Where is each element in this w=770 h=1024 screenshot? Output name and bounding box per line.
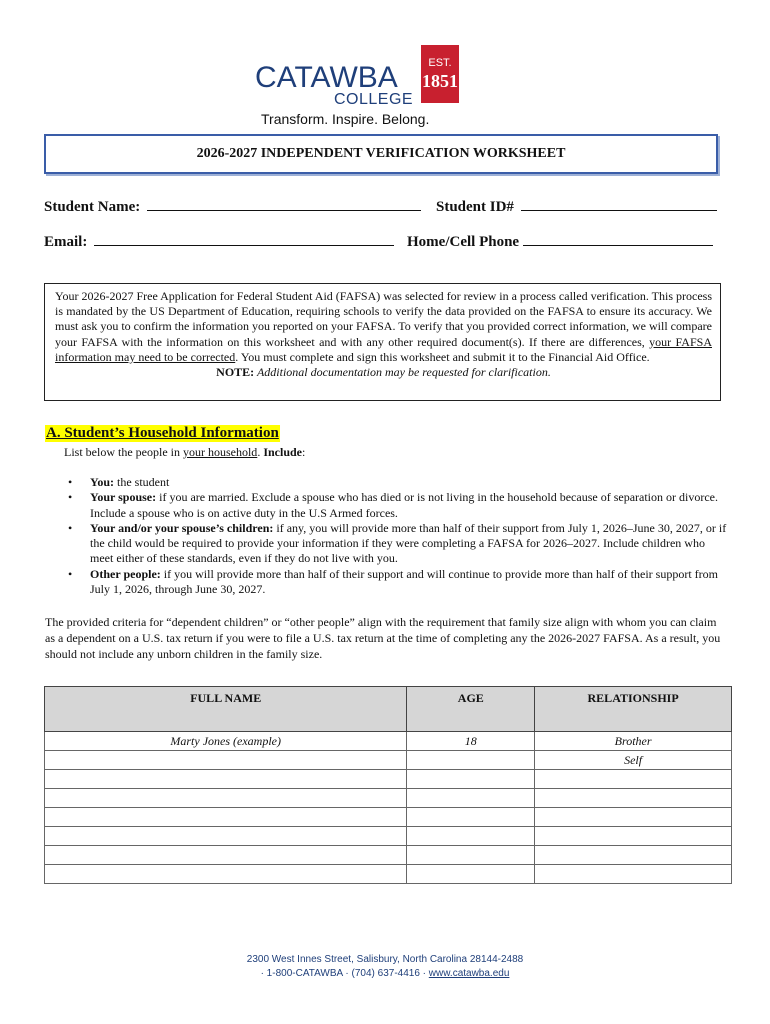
footer-contact bbox=[0, 967, 770, 981]
cell-relationship[interactable] bbox=[535, 789, 732, 808]
section-a-heading: A. Student’s Household Information bbox=[46, 425, 279, 441]
email-field[interactable] bbox=[44, 233, 394, 251]
footer bbox=[0, 953, 770, 981]
bullet-icon: • bbox=[68, 520, 73, 535]
table-row bbox=[45, 827, 732, 846]
table-row bbox=[45, 865, 732, 884]
list-intro bbox=[64, 445, 305, 460]
cell-name[interactable] bbox=[45, 789, 407, 808]
list-intro-text-1: List below the people in bbox=[64, 445, 183, 459]
bullet-bold: Your and/or your spouse’s children: bbox=[90, 520, 274, 535]
cell-age[interactable] bbox=[407, 808, 535, 827]
list-item bbox=[68, 490, 728, 521]
logo-tagline: Transform. Inspire. Belong. bbox=[261, 111, 430, 127]
bullet-text: if you will provide more than half of their support and will continue to provide more than half of their support from July 1, 2026, through June 30, 2027. bbox=[90, 566, 718, 597]
cell-relationship[interactable]: Self bbox=[535, 751, 732, 770]
logo-est: EST. bbox=[428, 57, 452, 69]
student-id-label: Student ID# bbox=[436, 199, 514, 215]
list-item bbox=[68, 521, 728, 567]
list-item bbox=[68, 567, 728, 598]
table-row bbox=[45, 751, 732, 770]
table-row bbox=[45, 808, 732, 827]
bullet-icon: • bbox=[68, 566, 73, 581]
bullet-icon: • bbox=[68, 490, 73, 505]
table-row bbox=[45, 846, 732, 865]
household-table bbox=[44, 686, 732, 884]
logo-name: CATAWBA bbox=[255, 61, 398, 94]
bullet-bold: You: bbox=[90, 475, 115, 489]
bullet-text: if any, you will provide more than half of their support from July 1, 2026–June 30, 2027, or if the child would be required to provide your information if they were completing a FAFSA for 2026–2027. Include children who meet either of these standards, even if they do not live with you. bbox=[90, 520, 727, 566]
cell-relationship[interactable] bbox=[535, 846, 732, 865]
bullet-text: the student bbox=[114, 475, 170, 489]
bullet-bold: Other people: bbox=[90, 566, 161, 581]
footer-phone: · 1-800-CATAWBA · (704) 637-4416 · bbox=[260, 968, 429, 979]
cell-age[interactable]: 18 bbox=[407, 732, 535, 751]
note-text: Additional documentation may be requested for clarification. bbox=[254, 365, 551, 380]
student-name-line[interactable] bbox=[147, 198, 421, 211]
header-age: AGE bbox=[407, 687, 535, 732]
website-link[interactable]: www.catawba.edu bbox=[428, 968, 510, 979]
student-name-label: Student Name: bbox=[44, 199, 141, 215]
list-intro-underlined: your household bbox=[182, 445, 258, 459]
page-title: 2026-2027 INDEPENDENT VERIFICATION WORKSHEET bbox=[196, 146, 566, 161]
footer-address: 2300 West Innes Street, Salisbury, North Carolina 28144-2488 bbox=[246, 954, 524, 965]
cell-name[interactable] bbox=[45, 770, 407, 789]
intro-text-underlined: your FAFSA information may need to be corrected bbox=[55, 334, 712, 364]
cell-age[interactable] bbox=[407, 751, 535, 770]
cell-name[interactable] bbox=[45, 808, 407, 827]
household-bullet-list bbox=[68, 475, 728, 597]
header-full-name: FULL NAME bbox=[45, 687, 407, 732]
phone-label: Home/Cell Phone bbox=[407, 234, 520, 250]
phone-line[interactable] bbox=[523, 233, 713, 246]
table-row bbox=[45, 789, 732, 808]
intro-text-2: . You must complete and sign this worksheet and submit it to the Financial Aid Office. bbox=[235, 349, 650, 364]
phone-field[interactable] bbox=[407, 233, 713, 251]
bullet-icon: • bbox=[68, 475, 73, 489]
intro-text-1: Your 2026-2027 Free Application for Federal Student Aid (FAFSA) was selected for review in a process called verification. This process is mandated by the US Department of Education, requiring schools to verify the data provided on the FAFSA to ensure its accuracy. We must ask you to confirm the information you reported on your FAFSA. To verify that you provided correct information, we will compare your FAFSA with the information on this worksheet and with any other required document(s). If there are differences, bbox=[55, 289, 712, 349]
intro-note bbox=[55, 365, 712, 380]
email-line[interactable] bbox=[94, 233, 394, 246]
table-row bbox=[45, 732, 732, 751]
list-item bbox=[68, 475, 728, 490]
table-row bbox=[45, 770, 732, 789]
bullet-text: if you are married. Exclude a spouse who has died or is not living in the household because of separation or divorce. Include a spouse who is on active duty in the U.S Armed forces. bbox=[90, 490, 718, 520]
header-relationship: RELATIONSHIP bbox=[535, 687, 732, 732]
cell-relationship[interactable] bbox=[535, 865, 732, 884]
cell-age[interactable] bbox=[407, 827, 535, 846]
note-label: NOTE: bbox=[216, 365, 255, 380]
list-intro-text-3: : bbox=[302, 445, 306, 459]
cell-age[interactable] bbox=[407, 770, 535, 789]
cell-relationship[interactable] bbox=[535, 770, 732, 789]
criteria-paragraph: The provided criteria for “dependent children” or “other people” align with the requirement that family size align with whom you can claim as a dependent on a U.S. tax return if you were to file a U.S. tax return at the time of completing any the 2026-2027 FAFSA. As a result, you should not include any unborn children in the family size. bbox=[45, 615, 721, 661]
intro-paragraph bbox=[55, 289, 712, 365]
student-id-field[interactable] bbox=[436, 198, 717, 216]
cell-age[interactable] bbox=[407, 846, 535, 865]
cell-relationship[interactable] bbox=[535, 808, 732, 827]
college-logo bbox=[255, 45, 470, 130]
cell-age[interactable] bbox=[407, 865, 535, 884]
cell-name[interactable]: Marty Jones (example) bbox=[45, 732, 407, 751]
table-header-row bbox=[45, 687, 732, 732]
logo-college: COLLEGE bbox=[334, 91, 414, 108]
cell-name[interactable] bbox=[45, 865, 407, 884]
bullet-bold: Your spouse: bbox=[90, 490, 157, 505]
logo-year: 1851 bbox=[422, 71, 458, 91]
cell-name[interactable] bbox=[45, 846, 407, 865]
cell-name[interactable] bbox=[45, 751, 407, 770]
student-name-field[interactable] bbox=[44, 198, 421, 216]
cell-name[interactable] bbox=[45, 827, 407, 846]
intro-notice bbox=[44, 283, 721, 401]
cell-age[interactable] bbox=[407, 789, 535, 808]
logo-est-badge bbox=[421, 45, 459, 103]
cell-relationship[interactable]: Brother bbox=[535, 732, 732, 751]
list-intro-text-2: . bbox=[257, 445, 264, 459]
cell-relationship[interactable] bbox=[535, 827, 732, 846]
list-intro-bold: Include bbox=[263, 445, 302, 459]
title-box bbox=[44, 134, 718, 174]
student-id-line[interactable] bbox=[521, 198, 717, 211]
email-label: Email: bbox=[44, 234, 88, 250]
